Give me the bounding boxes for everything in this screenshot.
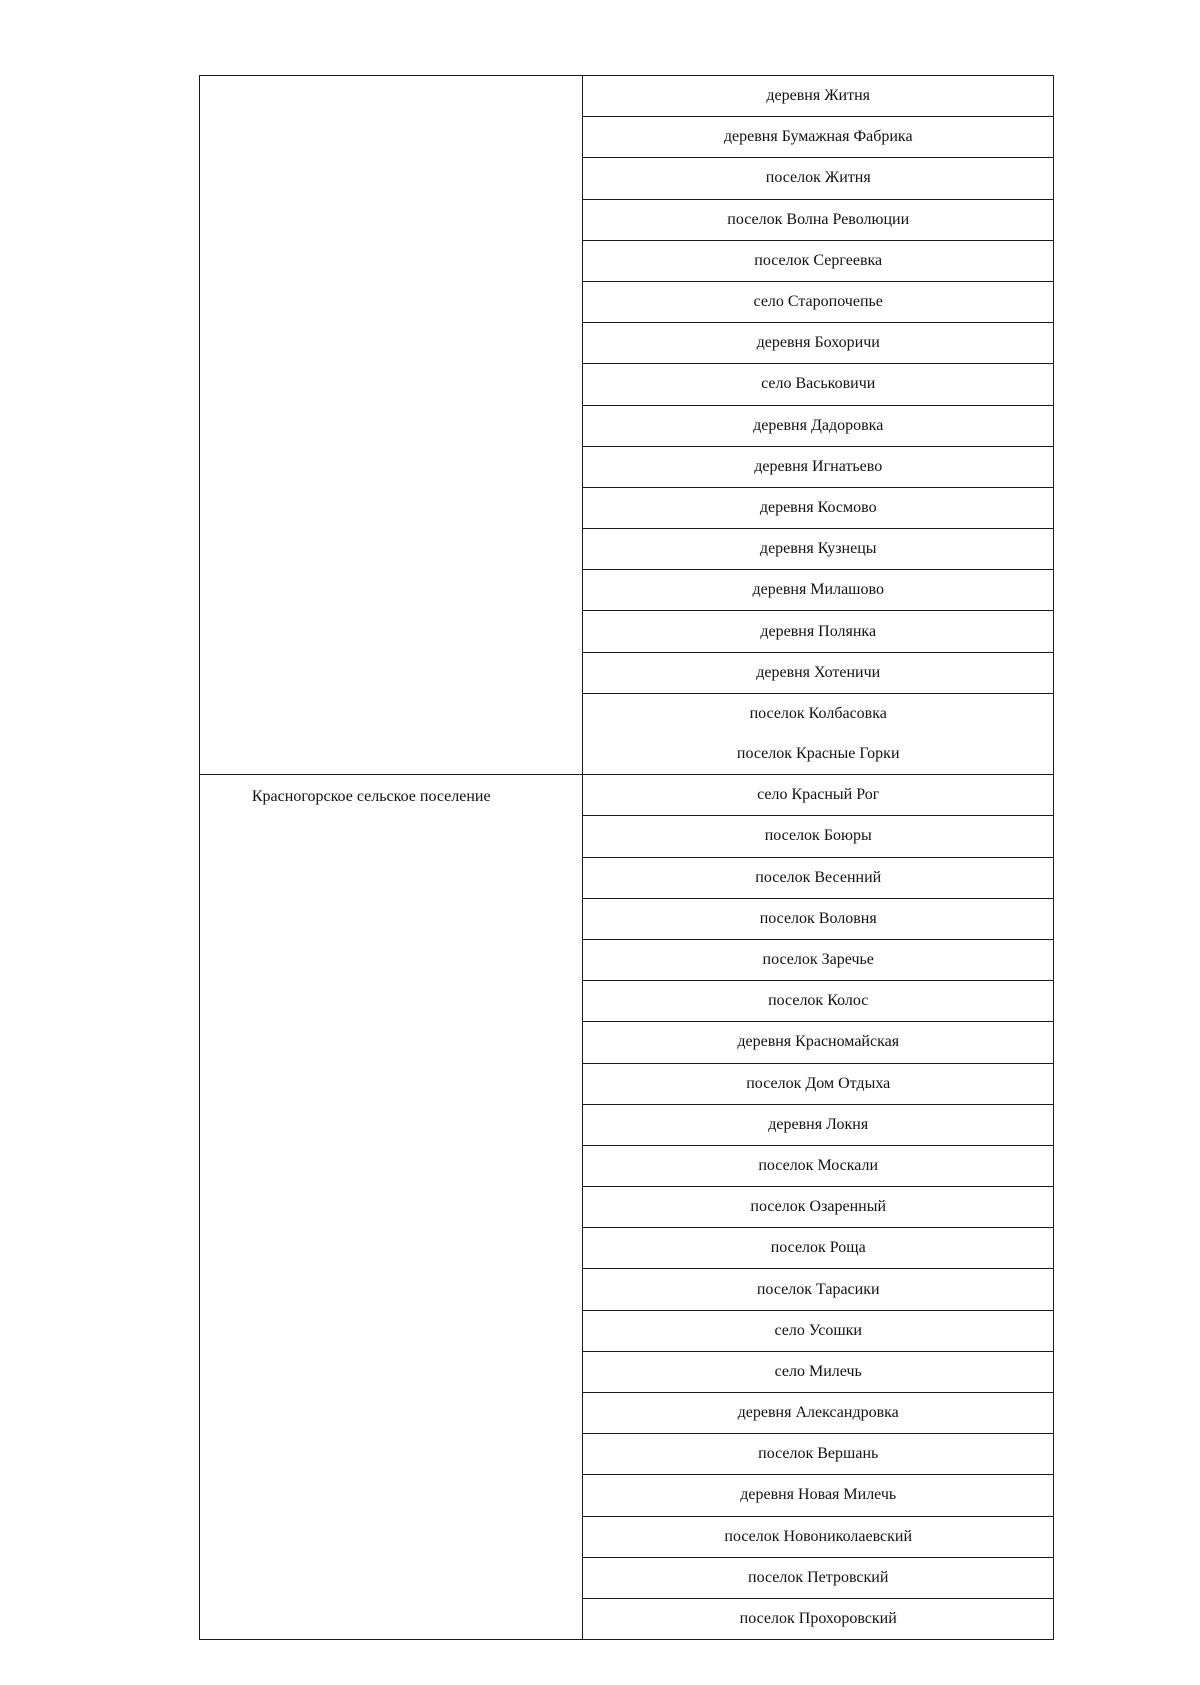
locality-cell: деревня Космово: [583, 487, 1054, 528]
locality-cell: поселок Волна Революции: [583, 199, 1054, 240]
locality-cell: поселок Боюры: [583, 816, 1054, 857]
locality-cell: деревня Игнатьево: [583, 446, 1054, 487]
locality-cell: деревня Дадоровка: [583, 405, 1054, 446]
locality-cell: поселок Вершань: [583, 1434, 1054, 1475]
locality-cell: поселок Дом Отдыха: [583, 1063, 1054, 1104]
locality-cell: село Усошки: [583, 1310, 1054, 1351]
locality-cell: поселок Петровский: [583, 1557, 1054, 1598]
locality-cell: поселок Заречье: [583, 939, 1054, 980]
locality-cell: село Красный Рог: [583, 775, 1054, 816]
locality-cell: деревня Красномайская: [583, 1022, 1054, 1063]
locality-cell: поселок Москали: [583, 1145, 1054, 1186]
locality-cell: поселок Озаренный: [583, 1187, 1054, 1228]
locality-cell: поселок Новониколаевский: [583, 1516, 1054, 1557]
locality-cell: деревня Александровка: [583, 1393, 1054, 1434]
locality-cell: село Старопочепье: [583, 281, 1054, 322]
locality-cell: село Милечь: [583, 1351, 1054, 1392]
settlement-cell: [200, 775, 583, 1640]
locality-cell: деревня Новая Милечь: [583, 1475, 1054, 1516]
locality-cell: деревня Полянка: [583, 611, 1054, 652]
locality-cell: поселок Колбасовка: [583, 693, 1054, 734]
locality-cell: поселок Колос: [583, 981, 1054, 1022]
settlements-table: [199, 75, 1054, 1640]
settlements-table-body: [200, 76, 1054, 1640]
settlement-name: [200, 76, 582, 90]
locality-cell: деревня Бохоричи: [583, 323, 1054, 364]
locality-cell: поселок Прохоровский: [583, 1598, 1054, 1639]
locality-cell: деревня Милашово: [583, 570, 1054, 611]
settlement-name: Красногорское сельское поселение: [251, 788, 491, 806]
locality-cell: поселок Житня: [583, 158, 1054, 199]
locality-cell: деревня Локня: [583, 1104, 1054, 1145]
locality-cell: деревня Житня: [583, 76, 1054, 117]
locality-cell: поселок Сергеевка: [583, 240, 1054, 281]
locality-cell: поселок Красные Горки: [583, 734, 1054, 775]
settlement-cell: [200, 76, 583, 775]
locality-cell: село Васьковичи: [583, 364, 1054, 405]
table-row: [200, 775, 1054, 816]
locality-cell: поселок Весенний: [583, 857, 1054, 898]
locality-cell: поселок Воловня: [583, 898, 1054, 939]
table-row: [200, 76, 1054, 117]
locality-cell: деревня Бумажная Фабрика: [583, 117, 1054, 158]
locality-cell: деревня Кузнецы: [583, 529, 1054, 570]
locality-cell: поселок Тарасики: [583, 1269, 1054, 1310]
locality-cell: деревня Хотеничи: [583, 652, 1054, 693]
locality-cell: поселок Роща: [583, 1228, 1054, 1269]
